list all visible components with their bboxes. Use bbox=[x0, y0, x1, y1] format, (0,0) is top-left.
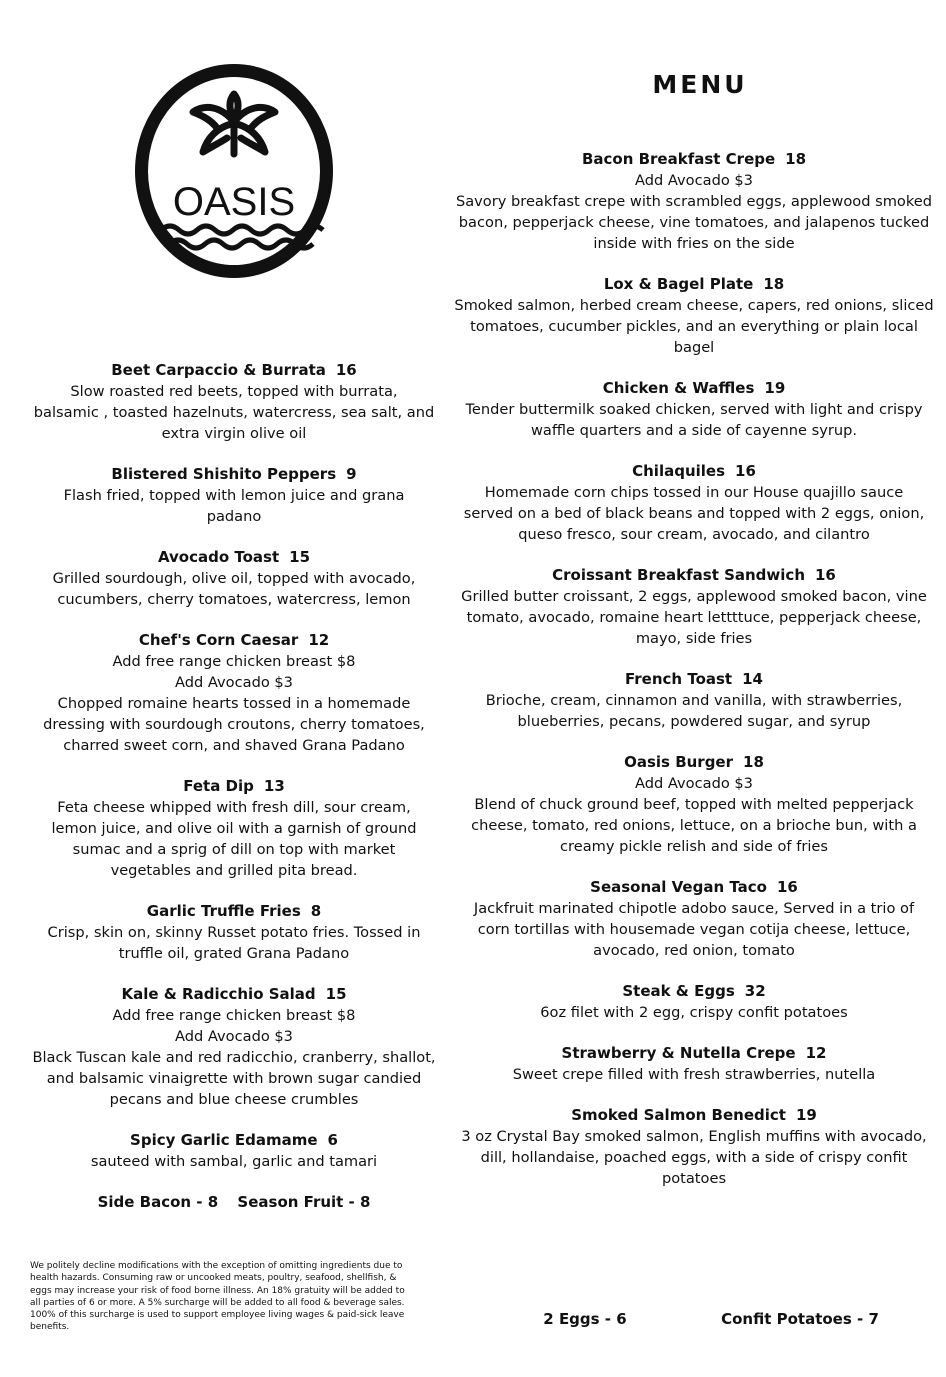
item-price: 15 bbox=[289, 548, 311, 566]
item-description-line: lemon juice, and olive oil with a garnish of ground bbox=[51, 820, 417, 837]
item-description-line: Blend of chuck ground beef, topped with melted pepperjack bbox=[474, 796, 914, 813]
side-bacon: Side Bacon - 8 bbox=[97, 1193, 219, 1211]
item-name: French Toast bbox=[625, 670, 733, 688]
item-price: 6 bbox=[327, 1131, 338, 1149]
menu-item bbox=[448, 565, 940, 649]
item-price: 18 bbox=[785, 150, 807, 168]
item-description-line: tomatoes, cucumber pickles, and an everything or plain local bbox=[470, 318, 918, 335]
item-description-line: cheese, tomato, red onions, lettuce, on a brioche bun, with a bbox=[471, 817, 917, 834]
disclaimer-line: 100% of this surcharge is used to support employee living wages & paid-sick leave bbox=[30, 1310, 405, 1321]
item-name: Chef's Corn Caesar bbox=[138, 631, 299, 649]
item-heading bbox=[448, 877, 940, 898]
side-confit-potatoes: Confit Potatoes - 7 bbox=[721, 1310, 879, 1328]
item-heading bbox=[448, 378, 940, 399]
item-description-line: avocado, red onion, tomato bbox=[593, 942, 795, 959]
item-heading bbox=[448, 752, 940, 773]
item-price: 16 bbox=[815, 566, 836, 584]
item-price: 19 bbox=[764, 379, 786, 397]
item-description-line: Savory breakfast crepe with scrambled eggs, applewood smoked bbox=[455, 193, 933, 210]
item-description-line: Flash fried, topped with lemon juice and grana bbox=[63, 487, 405, 504]
item-description-line: Add Avocado $3 bbox=[175, 1028, 293, 1045]
item-heading bbox=[448, 274, 940, 295]
item-description-line: tomato, avocado, romaine heart lettttuce, pepperjack cheese, bbox=[466, 609, 922, 626]
item-price: 18 bbox=[743, 753, 764, 771]
disclaimer-line: eggs may increase your risk of food borne illness. An 18% gratuity will be added to bbox=[30, 1285, 405, 1296]
menu-item bbox=[24, 901, 444, 964]
item-heading bbox=[448, 565, 940, 586]
item-description-line: creamy pickle relish and side of fries bbox=[560, 838, 828, 855]
item-description-line: potatoes bbox=[661, 1170, 727, 1187]
item-name: Seasonal Vegan Taco bbox=[590, 878, 767, 896]
item-price: 14 bbox=[742, 670, 763, 688]
item-description-line: Tender buttermilk soaked chicken, served with light and crispy bbox=[465, 401, 923, 418]
item-description-line: queso fresco, sour cream, avocado, and cilantro bbox=[518, 526, 870, 543]
menu-item bbox=[448, 877, 940, 961]
disclaimer-line: benefits. bbox=[30, 1322, 70, 1333]
disclaimer bbox=[30, 1260, 445, 1334]
item-heading bbox=[24, 464, 444, 485]
menu-item bbox=[24, 776, 444, 881]
item-description-line: bagel bbox=[673, 339, 715, 356]
item-description-line: Crisp, skin on, skinny Russet potato fries. Tossed in bbox=[47, 924, 421, 941]
menu-item bbox=[24, 360, 444, 444]
item-description-line: Chopped romaine hearts tossed in a homemade bbox=[57, 695, 411, 712]
item-description-line: inside with fries on the side bbox=[593, 235, 795, 252]
oasis-logo bbox=[133, 62, 335, 280]
item-heading bbox=[448, 1105, 940, 1126]
item-description-line: dill, hollandaise, poached eggs, with a side of crispy confit bbox=[480, 1149, 908, 1166]
item-description-line: Add Avocado $3 bbox=[635, 775, 753, 792]
item-price: 12 bbox=[805, 1044, 827, 1062]
left-column bbox=[24, 360, 444, 1213]
item-description-line: dressing with sourdough croutons, cherry tomatoes, bbox=[43, 716, 425, 733]
item-description-line: vegetables and grilled pita bread. bbox=[110, 862, 358, 879]
item-description-line: 3 oz Crystal Bay smoked salmon, English muffins with avocado, bbox=[461, 1128, 927, 1145]
item-heading bbox=[24, 1130, 444, 1151]
menu-title: MENU bbox=[652, 70, 748, 99]
item-name: Smoked Salmon Benedict bbox=[571, 1106, 786, 1124]
menu-item bbox=[24, 547, 444, 610]
item-description-line: cucumbers, cherry tomatoes, watercress, lemon bbox=[57, 591, 411, 608]
item-description-line: 6oz filet with 2 egg, crispy confit potatoes bbox=[540, 1004, 848, 1021]
menu-item bbox=[24, 630, 444, 756]
season-fruit: Season Fruit - 8 bbox=[237, 1193, 371, 1211]
item-description-line: truffle oil, grated Grana Padano bbox=[118, 945, 350, 962]
item-description-line: padano bbox=[206, 508, 262, 525]
item-description-line: sumac and a sprig of dill on top with market bbox=[72, 841, 396, 858]
item-description-line: balsamic , toasted hazelnuts, watercress, sea salt, and bbox=[33, 404, 435, 421]
item-price: 16 bbox=[776, 878, 798, 896]
item-description-line: bacon, pepperjack cheese, vine tomatoes, and jalapenos tucked bbox=[458, 214, 930, 231]
item-description-line: corn tortillas with housemade vegan cotija cheese, lettuce, bbox=[477, 921, 911, 938]
item-name: Spicy Garlic Edamame bbox=[130, 1131, 318, 1149]
item-price: 15 bbox=[325, 985, 347, 1003]
item-description-line: Homemade corn chips tossed in our House quajillo sauce bbox=[484, 484, 904, 501]
menu-item bbox=[448, 1043, 940, 1085]
item-heading bbox=[24, 630, 444, 651]
item-description-line: Grilled butter croissant, 2 eggs, applewood smoked bacon, vine bbox=[461, 588, 927, 605]
item-price: 19 bbox=[795, 1106, 817, 1124]
item-description-line: Add free range chicken breast $8 bbox=[112, 1007, 356, 1024]
menu-item bbox=[24, 1130, 444, 1172]
item-name: Chicken & Waffles bbox=[602, 379, 755, 397]
item-description-line: Slow roasted red beets, topped with burrata, bbox=[70, 383, 398, 400]
item-name: Beet Carpaccio & Burrata bbox=[111, 361, 326, 379]
side-eggs: 2 Eggs - 6 bbox=[543, 1310, 627, 1328]
item-heading bbox=[24, 984, 444, 1005]
item-heading bbox=[448, 461, 940, 482]
logo-text: OASIS bbox=[172, 180, 296, 224]
item-description-line: Black Tuscan kale and red radicchio, cranberry, shallot, bbox=[32, 1049, 436, 1066]
item-description-line: Grilled sourdough, olive oil, topped with avocado, bbox=[52, 570, 416, 587]
item-name: Avocado Toast bbox=[157, 548, 280, 566]
item-name: Strawberry & Nutella Crepe bbox=[561, 1044, 796, 1062]
item-description-line: pecans and blue cheese crumbles bbox=[109, 1091, 359, 1108]
item-price: 8 bbox=[310, 902, 322, 920]
disclaimer-line: health hazards. Consuming raw or uncooked meats, poultry, seafood, shellfish, & bbox=[30, 1273, 397, 1284]
item-price: 16 bbox=[735, 462, 756, 480]
menu-item bbox=[448, 669, 940, 732]
item-heading bbox=[448, 1043, 940, 1064]
item-description-line: sauteed with sambal, garlic and tamari bbox=[90, 1153, 378, 1170]
menu-item bbox=[448, 274, 940, 358]
item-description-line: extra virgin olive oil bbox=[161, 425, 307, 442]
item-description-line: Smoked salmon, herbed cream cheese, capers, red onions, sliced bbox=[454, 297, 934, 314]
item-description-line: charred sweet corn, and shaved Grana Padano bbox=[63, 737, 405, 754]
disclaimer-line: all parties of 6 or more. A 5% surcharge will be added to all food & beverage sales. bbox=[30, 1297, 405, 1308]
item-description-line: and balsamic vinaigrette with brown sugar candied bbox=[46, 1070, 422, 1087]
item-description-line: Sweet crepe filled with fresh strawberries, nutella bbox=[512, 1066, 876, 1083]
left-sides bbox=[24, 1192, 444, 1213]
item-heading bbox=[24, 776, 444, 797]
item-description-line: Brioche, cream, cinnamon and vanilla, with strawberries, bbox=[485, 692, 903, 709]
right-column bbox=[448, 149, 940, 1209]
item-description-line: Feta cheese whipped with fresh dill, sour cream, bbox=[57, 799, 411, 816]
item-description-line: mayo, side fries bbox=[635, 630, 753, 647]
item-name: Kale & Radicchio Salad bbox=[121, 985, 316, 1003]
item-name: Croissant Breakfast Sandwich bbox=[552, 566, 805, 584]
item-price: 18 bbox=[763, 275, 785, 293]
item-heading bbox=[24, 360, 444, 381]
item-name: Feta Dip bbox=[183, 777, 254, 795]
item-heading bbox=[448, 981, 940, 1002]
menu-item bbox=[448, 981, 940, 1023]
item-description-line: served on a bed of black beans and topped with 2 eggs, onion, bbox=[463, 505, 925, 522]
menu-item bbox=[448, 1105, 940, 1189]
item-price: 9 bbox=[346, 465, 357, 483]
item-description-line: waffle quarters and a side of cayenne syrup. bbox=[530, 422, 857, 439]
item-price: 16 bbox=[335, 361, 357, 379]
item-description-line: Add Avocado $3 bbox=[635, 172, 753, 189]
item-name: Chilaquiles bbox=[632, 462, 726, 480]
item-name: Garlic Truffle Fries bbox=[146, 902, 301, 920]
menu-item bbox=[448, 461, 940, 545]
item-name: Steak & Eggs bbox=[622, 982, 735, 1000]
item-description-line: blueberries, pecans, powdered sugar, and syrup bbox=[517, 713, 871, 730]
menu-item bbox=[448, 149, 940, 254]
item-price: 13 bbox=[263, 777, 285, 795]
item-heading bbox=[24, 901, 444, 922]
disclaimer-line: We politely decline modifications with the exception of omitting ingredients due to bbox=[30, 1261, 403, 1271]
item-heading bbox=[448, 149, 940, 170]
menu-item bbox=[24, 984, 444, 1110]
item-name: Oasis Burger bbox=[624, 753, 734, 771]
item-description-line: Jackfruit marinated chipotle adobo sauce, Served in a trio of bbox=[473, 900, 915, 917]
menu-item bbox=[448, 752, 940, 857]
item-name: Blistered Shishito Peppers bbox=[111, 465, 337, 483]
item-name: Lox & Bagel Plate bbox=[603, 275, 754, 293]
item-price: 32 bbox=[744, 982, 766, 1000]
item-description-line: Add Avocado $3 bbox=[175, 674, 293, 691]
item-name: Bacon Breakfast Crepe bbox=[581, 150, 776, 168]
item-heading bbox=[448, 669, 940, 690]
item-description-line: Add free range chicken breast $8 bbox=[112, 653, 356, 670]
menu-item bbox=[448, 378, 940, 441]
menu-item bbox=[24, 464, 444, 527]
item-heading bbox=[24, 547, 444, 568]
item-price: 12 bbox=[308, 631, 330, 649]
